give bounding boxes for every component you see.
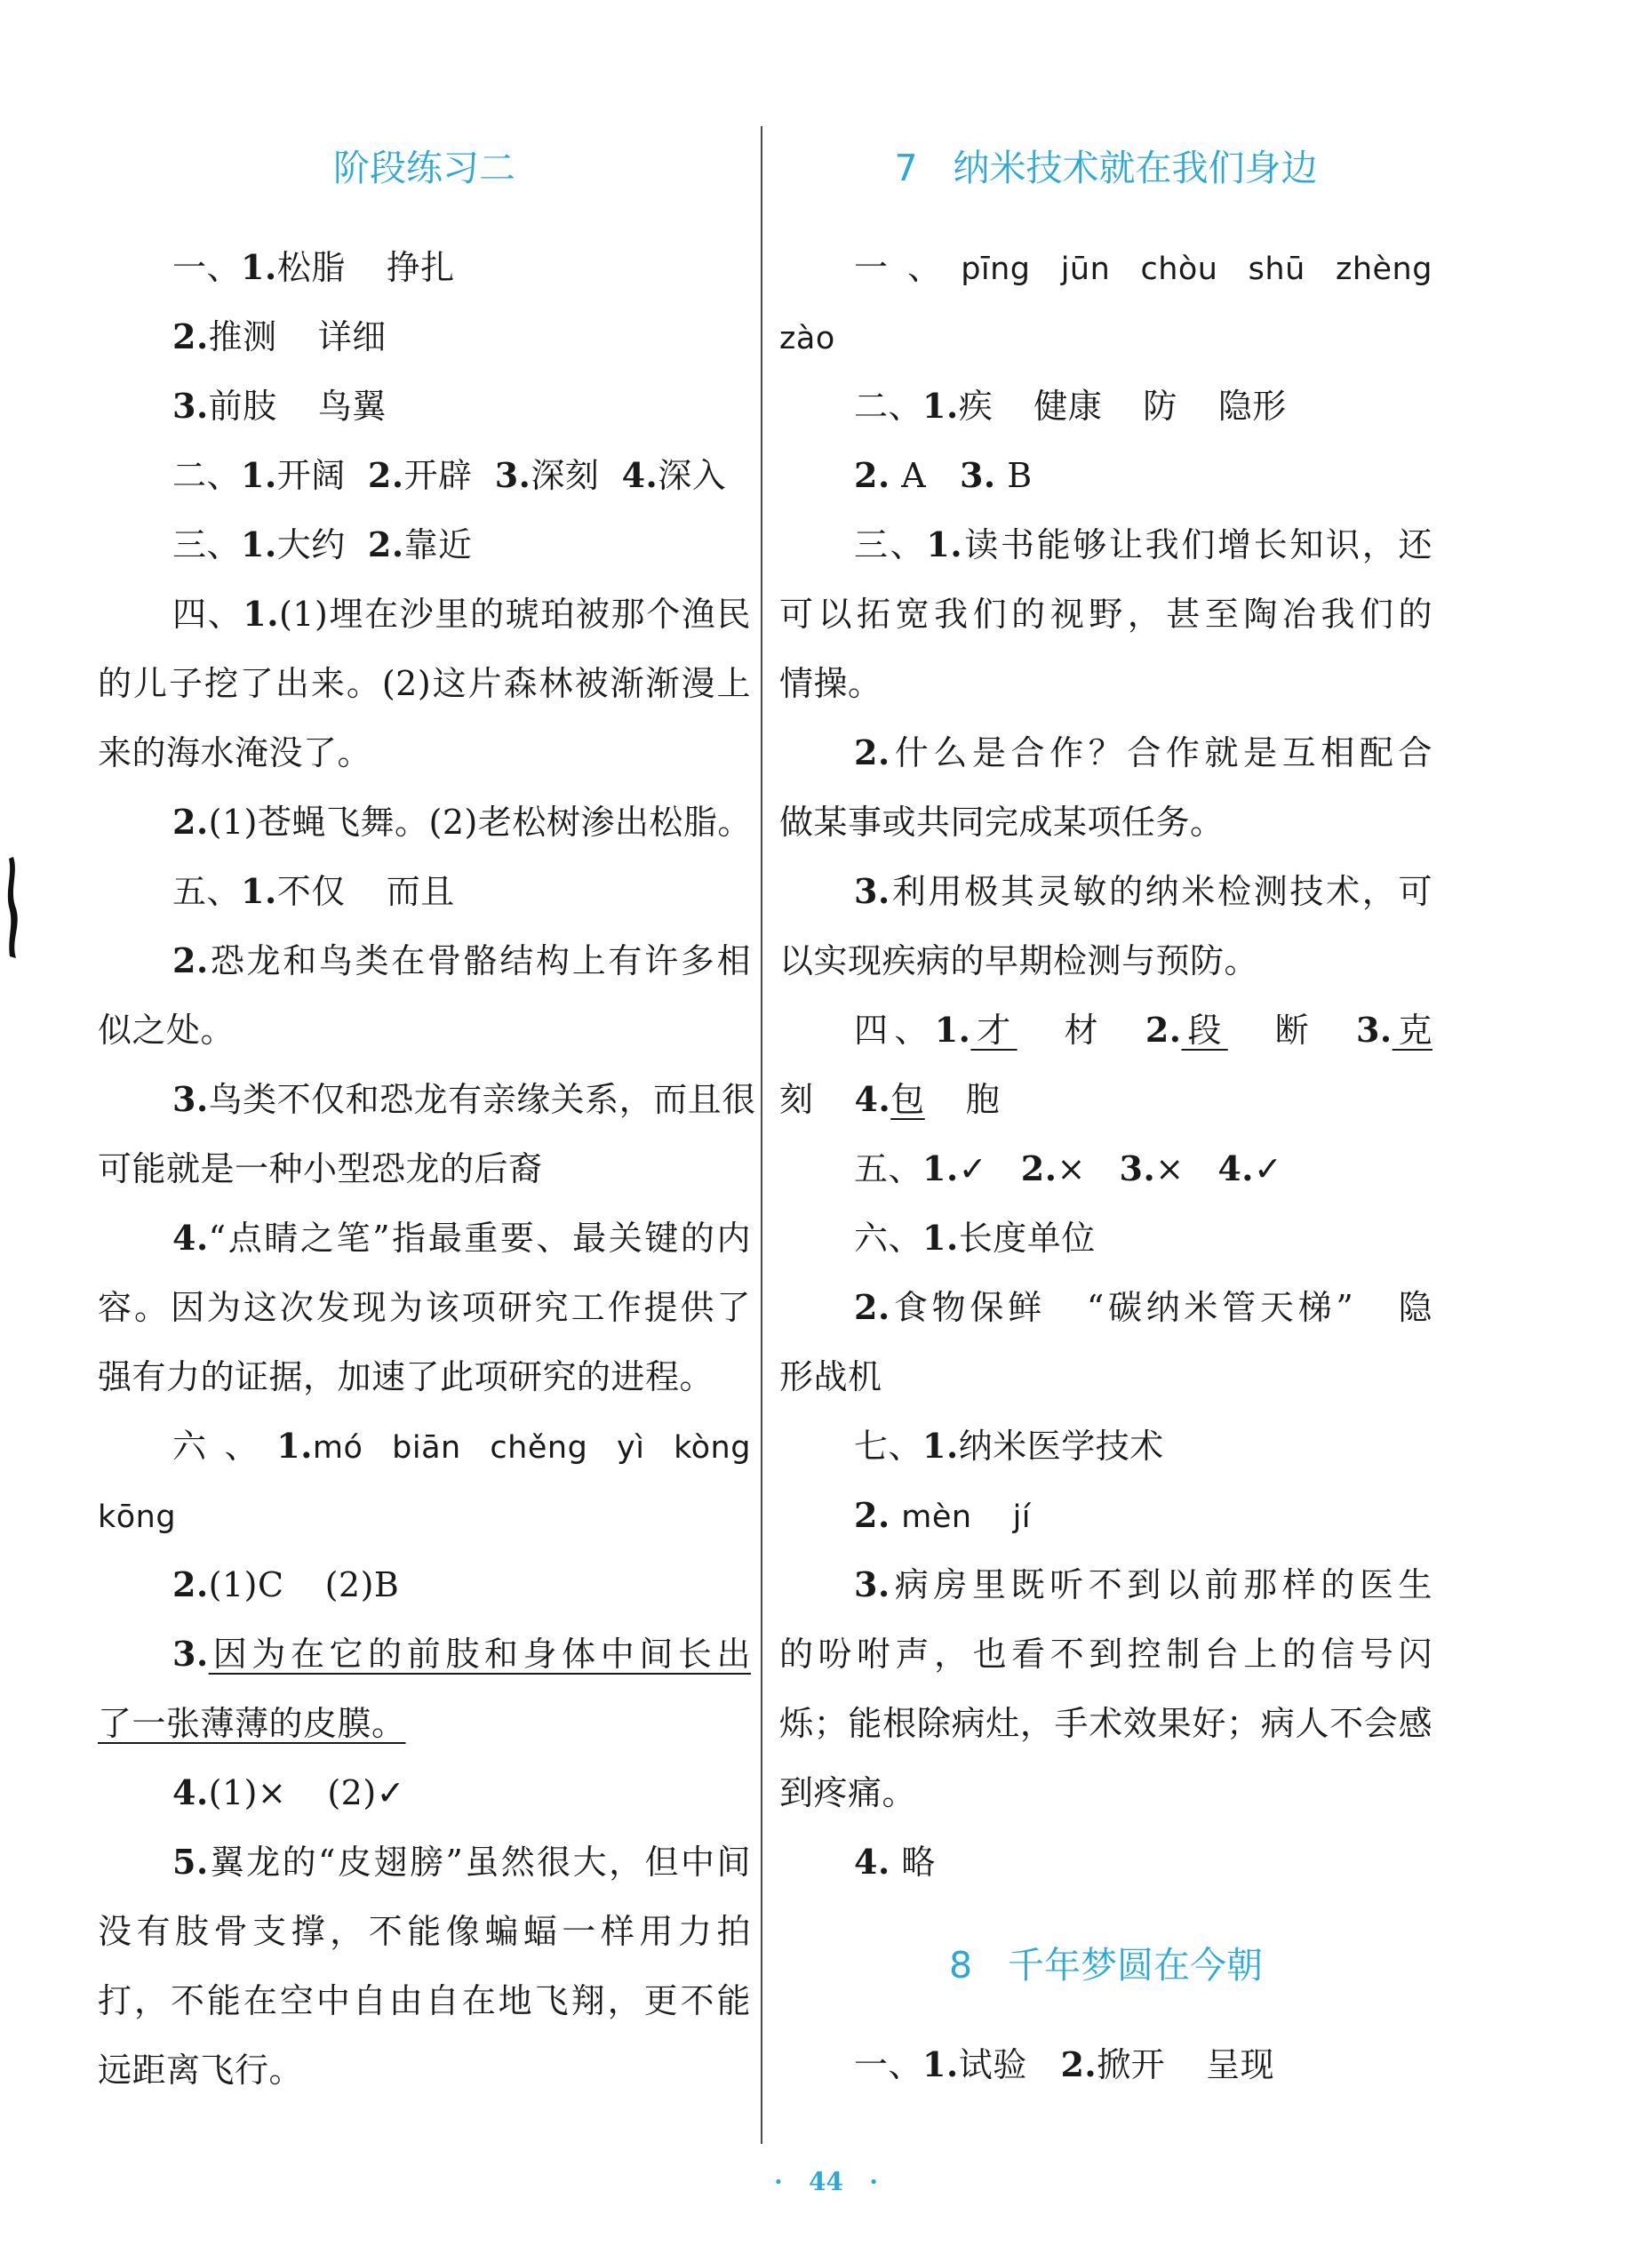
answer-line: 三、1.读书能够让我们增长知识，还	[854, 524, 1433, 564]
answer-line: 二、1.开阔 2.开辟 3.深刻 4.深入	[172, 455, 727, 495]
answer-line: 3.鸟类不仅和恐龙有亲缘关系，而且很	[172, 1079, 756, 1119]
footer-dot: ·	[869, 2167, 878, 2196]
answer-line: 3.利用极其灵敏的纳米检测技术，可	[854, 871, 1433, 911]
answer-line: 4.(1)× (2)✓	[172, 1772, 406, 1812]
answer-line: 4. 略	[854, 1842, 936, 1882]
answer-line-pinyin: 一、pīng jūn chòu shū zhèng	[854, 248, 1433, 287]
lesson-number: 8	[948, 1944, 973, 1987]
footer-dot: ·	[774, 2167, 783, 2196]
answer-line: 4.“点睛之笔”指最重要、最关键的内	[172, 1218, 751, 1258]
answer-line: 二、1.疾 健康 防 隐形	[854, 386, 1287, 426]
answer-line: 2.(1)苍蝇飞舞。(2)老松树渗出松脂。	[172, 802, 752, 842]
answer-line: 打，不能在空中自由自在地飞翔，更不能	[98, 1981, 751, 2020]
answer-line: 3.病房里既听不到以前那样的医生	[854, 1564, 1433, 1604]
answer-line: 没有肢骨支撑，不能像蝙蝠一样用力拍	[98, 1912, 751, 1951]
answer-line: 以实现疾病的早期检测与预防。	[779, 941, 1259, 980]
answer-line: 一、1.松脂 挣扎	[172, 247, 455, 287]
left-column	[98, 133, 756, 2105]
answer-line-pinyin: kōng	[98, 1499, 177, 1535]
answer-line: 的吩咐声，也看不到控制台上的信号闪	[779, 1635, 1433, 1674]
answer-line: 2.恐龙和鸟类在骨骼结构上有许多相	[172, 940, 751, 980]
answer-line: 2.什么是合作？合作就是互相配合	[854, 732, 1433, 772]
answer-line: 来的海水淹没了。	[98, 733, 372, 772]
section-title-stage-practice-2: 阶段练习二	[333, 147, 515, 189]
answer-line: 一、1.试验 2.掀开 呈现	[854, 2044, 1275, 2084]
page-number: 44	[809, 2167, 843, 2196]
answer-line: 似之处。	[98, 1011, 235, 1050]
answer-line: 2.推测 详细	[172, 316, 387, 356]
answer-line: 2.食物保鲜 “碳纳米管天梯” 隐	[854, 1287, 1433, 1327]
answer-line: 可能就是一种小型恐龙的后裔	[98, 1149, 543, 1188]
answer-line: 了一张薄薄的皮膜。	[98, 1704, 406, 1743]
answer-line: 四、1.(1)埋在沙里的琥珀被那个渔民	[172, 594, 751, 634]
answer-line: 烁；能根除病灶，手术效果好；病人不会感	[779, 1704, 1433, 1743]
answer-line: 的儿子挖了出来。(2)这片森林被渐渐漫上	[98, 664, 751, 703]
answer-line: 2. A 3. B	[854, 455, 1033, 495]
column-divider	[761, 126, 762, 2144]
answer-line: 3.前肢 鸟翼	[172, 386, 387, 426]
answer-line: 三、1.大约 2.靠近	[172, 524, 473, 564]
answer-line: 做某事或共同完成某项任务。	[779, 803, 1225, 842]
answer-line: 六、1.长度单位	[854, 1218, 1096, 1258]
margin-ink-mark	[5, 855, 25, 960]
answer-line: 3.因为在它的前肢和身体中间长出	[172, 1634, 751, 1674]
answer-line: 刻 4.包 胞	[779, 1079, 1001, 1119]
answer-line: 五、1.不仅 而且	[172, 871, 455, 911]
answer-line: 容。因为这次发现为该项研究工作提供了	[98, 1288, 751, 1327]
answer-line: 情操。	[779, 664, 882, 703]
answer-line-pinyin: zào	[779, 321, 835, 356]
answer-line: 2.(1)C (2)B	[172, 1564, 400, 1604]
section-title-lesson-7	[779, 133, 1433, 203]
answer-line: 七、1.纳米医学技术	[854, 1426, 1164, 1466]
lesson-title: 千年梦圆在今朝	[1008, 1944, 1264, 1987]
answer-line: 5.翼龙的“皮翅膀”虽然很大，但中间	[172, 1842, 751, 1882]
answer-line: 远距离飞行。	[98, 2051, 304, 2090]
answer-line-pinyin: 2. mèn jí	[854, 1495, 1032, 1535]
answer-line: 形战机	[779, 1357, 882, 1396]
answer-line-pinyin: 六、1.mó biān chěng yì kòng	[172, 1426, 751, 1466]
answer-line: 四、1.才 材 2.段 断 3.克	[854, 1010, 1433, 1050]
answer-line: 强有力的证据，加速了此项研究的进程。	[98, 1357, 714, 1396]
answer-line: 五、1.✓ 2.× 3.× 4.✓	[854, 1148, 1283, 1188]
page-footer	[0, 2167, 1652, 2196]
right-column	[779, 133, 1433, 2099]
lesson-number: 7	[894, 147, 918, 189]
section-title-lesson-8	[779, 1931, 1433, 2000]
lesson-title: 纳米技术就在我们身边	[953, 147, 1318, 189]
answer-line: 可以拓宽我们的视野，甚至陶冶我们的	[779, 595, 1433, 634]
answer-line: 到疼痛。	[779, 1773, 917, 1812]
